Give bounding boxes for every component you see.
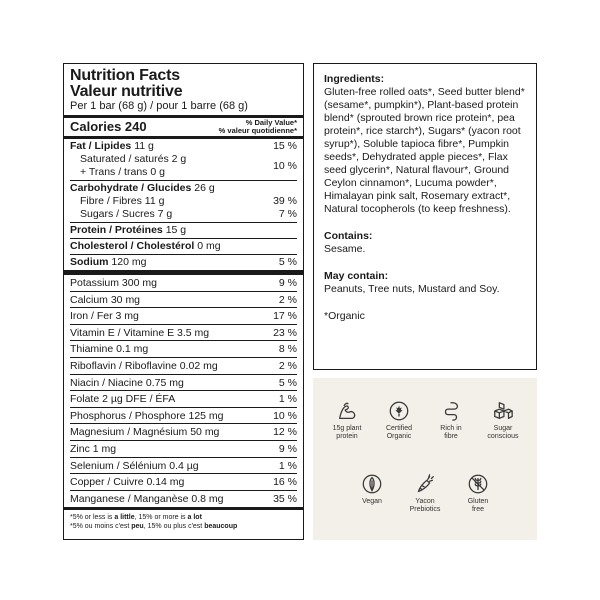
mineral-label: Selenium / Sélénium 0.4 µg bbox=[70, 459, 199, 472]
leaf-icon bbox=[361, 473, 383, 495]
may-contain-text: Peanuts, Tree nuts, Mustard and Soy. bbox=[324, 283, 500, 295]
list-item bbox=[70, 458, 297, 475]
mineral-pct: 8 % bbox=[278, 343, 297, 356]
list-item bbox=[70, 441, 297, 458]
trans-label: + Trans / trans 0 g bbox=[80, 166, 165, 178]
cholesterol-amount: 0 mg bbox=[197, 240, 221, 252]
list-item bbox=[70, 358, 297, 375]
protein-label: Protein / Protéines bbox=[70, 224, 163, 236]
mineral-label: Manganese / Manganèse 0.8 mg bbox=[70, 492, 224, 505]
list-item bbox=[70, 491, 297, 508]
dv-header-fr: % valeur quotidienne* bbox=[218, 126, 297, 135]
fibre-pct: 39 % bbox=[273, 195, 297, 207]
list-item bbox=[70, 308, 297, 325]
mineral-pct: 1 % bbox=[278, 393, 297, 406]
badge-label-line1: Certified bbox=[385, 425, 413, 432]
no-wheat-icon bbox=[467, 473, 489, 495]
badge-label-line2: protein bbox=[336, 433, 358, 440]
mineral-label: Magnesium / Magnésium 50 mg bbox=[70, 426, 220, 439]
sodium-amount: 120 mg bbox=[111, 256, 147, 268]
mineral-label: Vitamin E / Vitamine E 3.5 mg bbox=[70, 326, 210, 339]
badge-label-line2: conscious bbox=[487, 433, 519, 440]
carb-row bbox=[70, 182, 297, 195]
badge-label-line2: free bbox=[471, 506, 485, 513]
mineral-pct: 9 % bbox=[278, 442, 297, 455]
mineral-label: Calcium 30 mg bbox=[70, 293, 141, 306]
list-item bbox=[70, 275, 297, 292]
fat-label: Fat / Lipides bbox=[70, 140, 132, 152]
intestine-icon bbox=[440, 400, 462, 422]
sodium-row bbox=[70, 256, 297, 269]
carb-block bbox=[70, 181, 297, 222]
cholesterol-label: Cholesterol / Cholestérol bbox=[70, 240, 195, 252]
ingredients-panel bbox=[313, 63, 537, 370]
sugar-cubes-icon bbox=[492, 400, 514, 422]
sugars-pct: 7 % bbox=[278, 208, 297, 220]
badges-panel bbox=[313, 378, 537, 540]
mineral-label: Copper / Cuivre 0.14 mg bbox=[70, 476, 185, 489]
badge-label-line2: Organic bbox=[386, 433, 412, 440]
badge-label-line1: Rich in bbox=[440, 425, 462, 432]
calories-row bbox=[70, 118, 297, 136]
sodium-block bbox=[70, 255, 297, 270]
mineral-label: Phosphorus / Phosphore 125 mg bbox=[70, 409, 224, 422]
dv-header-en: % Daily Value* bbox=[245, 118, 297, 127]
flexed-arm-icon bbox=[336, 400, 358, 422]
list-item bbox=[70, 325, 297, 342]
badge-gluten-free bbox=[453, 473, 503, 514]
badge-label-line1: Yacon bbox=[415, 498, 435, 505]
cholesterol-block bbox=[70, 239, 297, 254]
may-contain-heading: May contain: bbox=[324, 270, 389, 282]
protein-block bbox=[70, 223, 297, 238]
list-item bbox=[70, 292, 297, 309]
saturated-label: Saturated / saturés 2 g bbox=[80, 153, 187, 165]
carb-label: Carbohydrate / Glucides bbox=[70, 182, 192, 194]
badge-label-line1: Sugar bbox=[493, 425, 513, 432]
badge-label-line1: 15g plant bbox=[332, 425, 362, 432]
sodium-label: Sodium bbox=[70, 256, 109, 268]
sodium-pct: 5 % bbox=[278, 256, 297, 268]
footnote bbox=[70, 510, 297, 531]
sat-trans-row bbox=[70, 153, 297, 179]
mineral-label: Riboflavin / Riboflavine 0.02 mg bbox=[70, 359, 218, 372]
daily-value-header bbox=[219, 119, 297, 135]
mineral-pct: 17 % bbox=[273, 310, 297, 323]
minerals-list bbox=[70, 275, 297, 507]
cholesterol-row bbox=[70, 240, 297, 253]
mineral-pct: 2 % bbox=[278, 359, 297, 372]
nutrition-title-fr: Valeur nutritive bbox=[70, 83, 183, 100]
carb-amount: 26 g bbox=[194, 182, 215, 194]
sat-trans-pct: 10 % bbox=[273, 159, 297, 172]
list-item bbox=[70, 408, 297, 425]
mineral-label: Thiamine 0.1 mg bbox=[70, 343, 149, 356]
nutrition-title-en: Nutrition Facts bbox=[70, 67, 180, 84]
sugars-row bbox=[70, 208, 297, 221]
badge-label-line2: Prebiotics bbox=[409, 506, 441, 513]
fat-amount: 11 g bbox=[134, 140, 154, 152]
mineral-pct: 12 % bbox=[273, 426, 297, 439]
list-item bbox=[70, 424, 297, 441]
footnote-en: *5% or less is a little, 15% or more is a lot bbox=[70, 514, 202, 522]
yacon-root-icon bbox=[414, 473, 436, 495]
badge-label-line1: Vegan bbox=[362, 498, 382, 505]
contains-heading: Contains: bbox=[324, 230, 373, 242]
ingredients-text: Gluten-free rolled oats*, Seed butter blend* (sesame*, pumpkin*), Plant-based protein blend* (sprouted brown rice protein*, pea protein*, rice starch*), Sugars* (yacon root syrup*), Soluble tapioca fibre*, Pumpkin seeds*, Dehydrated apple pieces*, Flax seed glycerin*, Natural flavour*, Ground Ceylon cinnamon*, Lucuma powder*, Himalayan pink salt, Rosemary extract*, Natural tocopherols (to keep freshness). bbox=[324, 86, 525, 215]
badge-rich-in-fibre bbox=[426, 400, 476, 441]
fibre-label: Fibre / Fibres 11 g bbox=[80, 195, 165, 207]
organic-note: *Organic bbox=[324, 310, 365, 322]
badge-yacon-prebiotics bbox=[400, 473, 450, 514]
mineral-pct: 1 % bbox=[278, 459, 297, 472]
badge-plant-protein bbox=[322, 400, 372, 441]
sugars-label: Sugars / Sucres 7 g bbox=[80, 208, 173, 220]
mineral-label: Potassium 300 mg bbox=[70, 277, 157, 289]
mineral-pct: 35 % bbox=[273, 492, 297, 505]
badge-sugar-conscious bbox=[478, 400, 528, 441]
ingredients-heading: Ingredients: bbox=[324, 73, 385, 85]
badge-label-line2: fibre bbox=[444, 433, 458, 440]
contains-text: Sesame. bbox=[324, 243, 366, 255]
badge-label-line1: Gluten bbox=[467, 498, 489, 505]
mineral-label: Zinc 1 mg bbox=[70, 442, 117, 455]
list-item bbox=[70, 375, 297, 392]
mineral-label: Folate 2 µg DFE / ÉFA bbox=[70, 393, 176, 406]
mineral-pct: 9 % bbox=[278, 277, 297, 289]
mineral-label: Niacin / Niacine 0.75 mg bbox=[70, 376, 184, 389]
mineral-pct: 5 % bbox=[278, 376, 297, 389]
list-item bbox=[70, 474, 297, 491]
calories-label: Calories 240 bbox=[70, 119, 147, 134]
badge-vegan bbox=[347, 473, 397, 506]
fat-row bbox=[70, 140, 297, 153]
mineral-label: Iron / Fer 3 mg bbox=[70, 310, 139, 323]
nutrition-facts-panel bbox=[63, 63, 304, 540]
protein-amount: 15 g bbox=[165, 224, 187, 236]
list-item bbox=[70, 391, 297, 408]
badge-certified-organic bbox=[374, 400, 424, 441]
footnote-fr: *5% ou moins c'est peu, 15% ou plus c'est beaucoup bbox=[70, 523, 238, 531]
fat-block bbox=[70, 139, 297, 180]
list-item bbox=[70, 341, 297, 358]
mineral-pct: 23 % bbox=[273, 326, 297, 339]
mineral-pct: 16 % bbox=[273, 476, 297, 489]
mineral-pct: 2 % bbox=[278, 293, 297, 306]
mineral-pct: 10 % bbox=[273, 409, 297, 422]
protein-row bbox=[70, 224, 297, 237]
fat-pct: 15 % bbox=[273, 140, 297, 152]
canada-organic-seal-icon bbox=[388, 400, 410, 422]
serving-size: Per 1 bar (68 g) / pour 1 barre (68 g) bbox=[70, 100, 248, 112]
fibre-row bbox=[70, 195, 297, 208]
